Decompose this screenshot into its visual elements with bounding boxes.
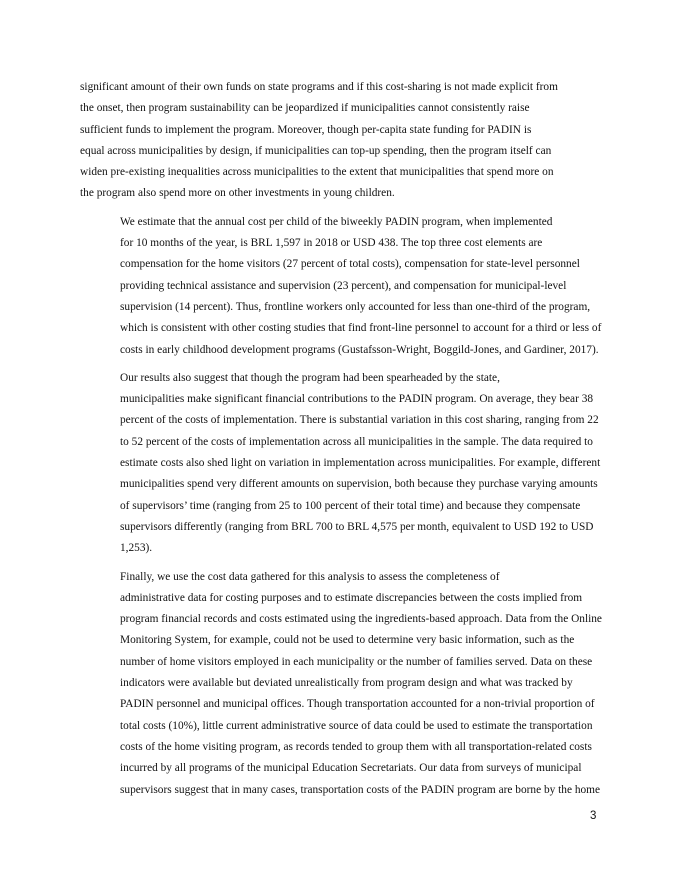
text-line: municipalities make significant financial contributions to the PADIN program. On average, they bear 38 xyxy=(120,393,594,406)
paragraph-annual-cost xyxy=(80,212,602,361)
text-line: Our results also suggest that though the program had been spearheaded by the state, xyxy=(120,371,500,384)
text-line: administrative data for costing purposes and to estimate discrepancies between the costs implied from xyxy=(120,591,583,604)
text-line: equal across municipalities by design, if municipalities can top-up spending, then the program itself can xyxy=(80,144,552,157)
text-line: number of home visitors employed in each municipality or the number of families served. Data on these xyxy=(120,655,593,668)
text-line: compensation for the home visitors (27 percent of total costs), compensation for state-level personnel xyxy=(120,258,580,271)
text-line: significant amount of their own funds on state programs and if this cost-sharing is not made explicit from xyxy=(80,81,558,93)
text-line: program financial records and costs estimated using the ingredients-based approach. Data from the Online xyxy=(120,613,602,626)
text-line: sufficient funds to implement the program. Moreover, though per-capita state funding for PADIN is xyxy=(80,123,532,136)
text-line: widen pre-existing inequalities across municipalities to the extent that municipalities that spend more on xyxy=(80,166,554,179)
text-line: Monitoring System, for example, could not be used to determine very basic information, such as the xyxy=(120,634,575,647)
text-line: supervisors differently (ranging from BRL 700 to BRL 4,575 per month, equivalent to USD 192 to USD xyxy=(120,520,594,533)
text-line: estimate costs also shed light on variation in implementation across municipalities. For example, different xyxy=(120,457,601,470)
paragraph-continuation xyxy=(80,77,602,205)
text-line: percent of the costs of implementation. There is substantial variation in this cost sharing, ranging from 22 xyxy=(120,414,599,427)
text-line: PADIN personnel and municipal offices. Though transportation accounted for a non-trivial proportion of xyxy=(120,698,595,711)
text-line: of supervisors’ time (ranging from 25 to 100 percent of their total time) and because they compensate xyxy=(120,499,581,512)
text-line: 1,253). xyxy=(120,542,153,555)
text-line: the program also spend more on other investments in young children. xyxy=(80,187,395,200)
text-line: incurred by all programs of the municipal Education Secretariats. Our data from surveys of municipal xyxy=(120,762,582,775)
text-line: total costs (10%), little current administrative source of data could be used to estimate the transportation xyxy=(120,719,593,732)
text-line: costs in early childhood development programs (Gustafsson-Wright, Boggild-Jones, and Gardiner, 2017). xyxy=(120,343,599,356)
text-line: supervision (14 percent). Thus, frontline workers only accounted for less than one-third of the program, xyxy=(120,300,591,313)
text-line: providing technical assistance and supervision (23 percent), and compensation for municipal-level xyxy=(120,279,567,292)
paragraph-administrative-data xyxy=(80,567,602,801)
text-line: supervisors suggest that in many cases, transportation costs of the PADIN program are borne by the home xyxy=(120,783,601,796)
text-line: municipalities spend very different amounts on supervision, both because they purchase varying amounts xyxy=(120,478,598,491)
text-line: Finally, we use the cost data gathered for this analysis to assess the completeness of xyxy=(120,570,500,583)
text-line: which is consistent with other costing studies that find front-line personnel to account for a third or less of xyxy=(120,322,602,335)
text-line: We estimate that the annual cost per child of the biweekly PADIN program, when implemented xyxy=(120,215,553,228)
body-text xyxy=(80,77,602,808)
text-line: costs of the home visiting program, as records tended to group them with all transportation-related costs xyxy=(120,740,592,753)
text-line: for 10 months of the year, is BRL 1,597 in 2018 or USD 438. The top three cost elements are xyxy=(120,237,543,250)
text-line: indicators were available but deviated unrealistically from program design and what was tracked by xyxy=(120,677,573,690)
paragraph-municipal-contributions xyxy=(80,368,602,560)
text-line: to 52 percent of the costs of implementation across all municipalities in the sample. The data required to xyxy=(120,435,593,448)
text-line: the onset, then program sustainability can be jeopardized if municipalities cannot consistently raise xyxy=(80,102,530,115)
page-number: 3 xyxy=(590,810,597,822)
